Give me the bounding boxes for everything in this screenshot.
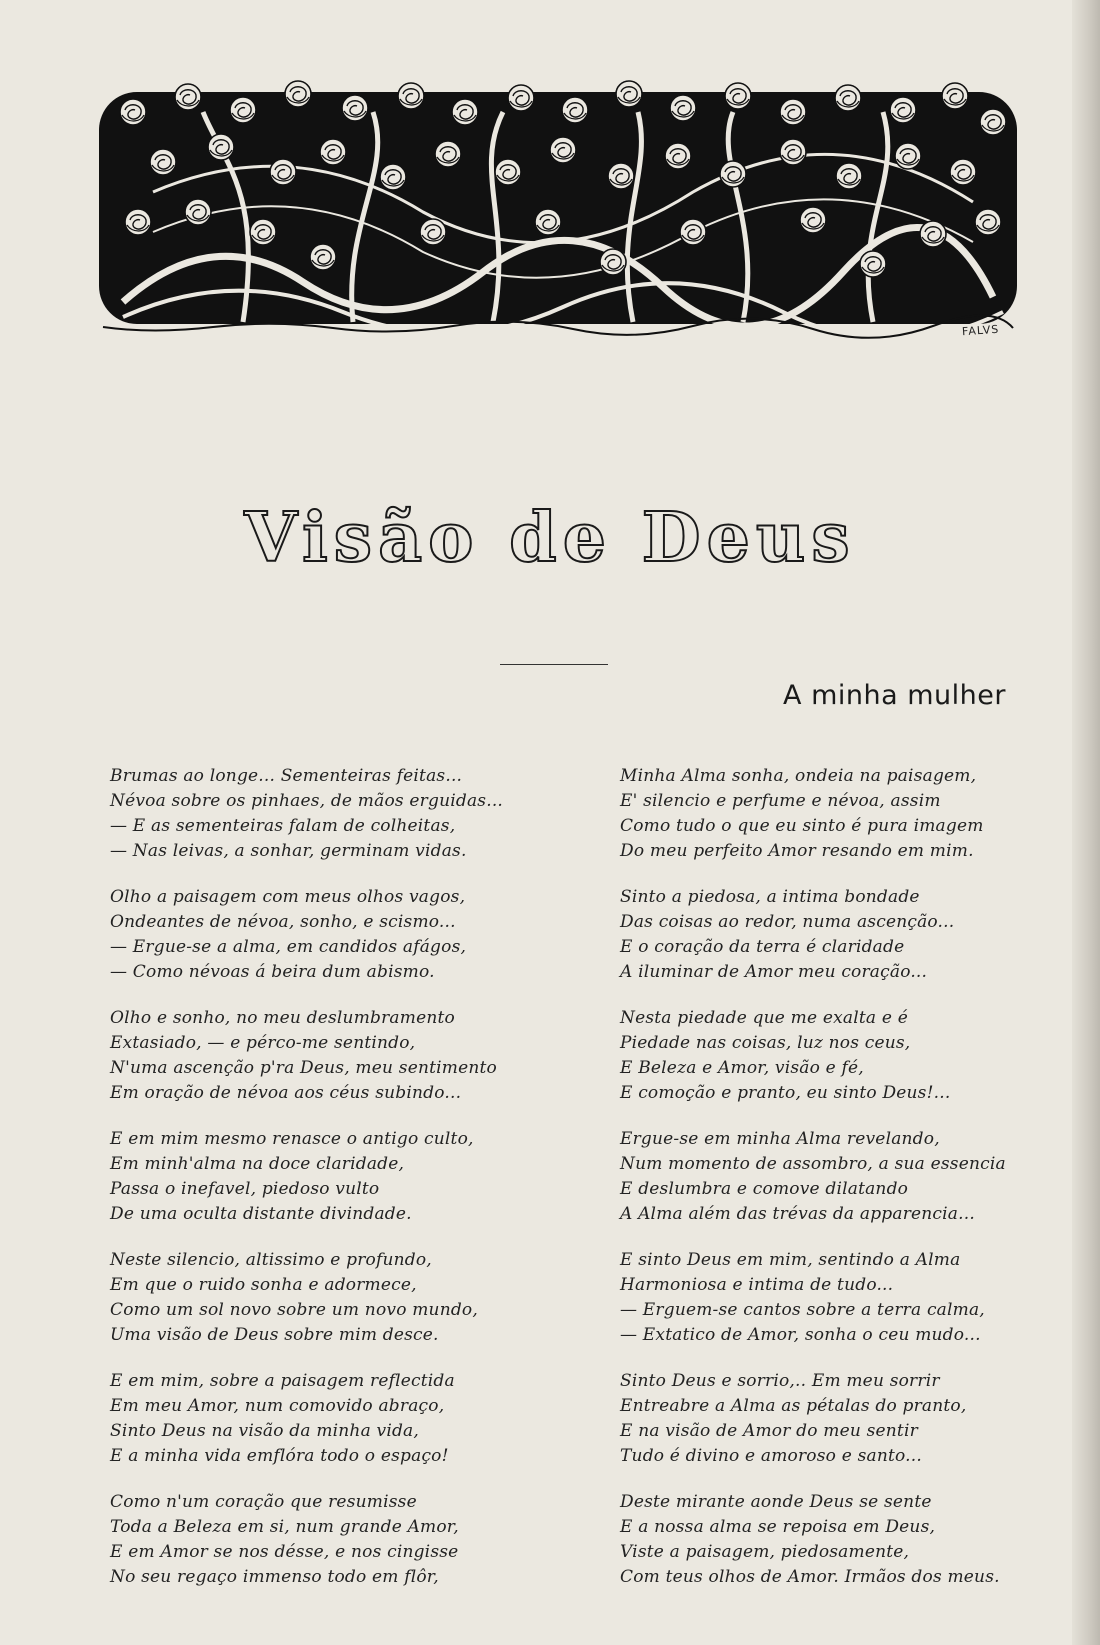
stanza <box>110 1369 550 1469</box>
stanza <box>620 1369 1060 1469</box>
verse-line: No seu regaço immenso todo em flôr, <box>110 1567 439 1587</box>
verse-line: Passa o inefavel, piedoso vulto <box>110 1179 380 1199</box>
rose-ornament-header <box>93 72 1023 342</box>
verse-line: Como n'um coração que resumisse <box>110 1492 417 1512</box>
verse-line: Deste mirante aonde Deus se sente <box>620 1492 932 1512</box>
verse-line: E em mim mesmo renasce o antigo culto, <box>110 1129 474 1149</box>
verse-line: E a nossa alma se repoisa em Deus, <box>620 1517 936 1537</box>
verse-line: E a minha vida emflóra todo o espaço! <box>110 1446 449 1466</box>
page-edge <box>1072 0 1100 1645</box>
verse-line: Sinto Deus e sorrio,.. Em meu sorrir <box>620 1371 940 1391</box>
left-column <box>110 764 550 1611</box>
verse-line: Névoa sobre os pinhaes, de mãos erguidas... <box>110 791 504 811</box>
verse-line: De uma oculta distante divindade. <box>110 1204 412 1224</box>
verse-line: Olho e sonho, no meu deslumbramento <box>110 1008 455 1028</box>
verse-line: Neste silencio, altissimo e profundo, <box>110 1250 432 1270</box>
verse-line: Em minh'alma na doce claridade, <box>110 1154 405 1174</box>
verse-line: Olho a paisagem com meus olhos vagos, <box>110 887 466 907</box>
verse-line: Das coisas ao redor, numa ascenção... <box>620 912 955 932</box>
verse-line: E na visão de Amor do meu sentir <box>620 1421 918 1441</box>
stanza <box>620 1006 1060 1106</box>
verse-line: Em meu Amor, num comovido abraço, <box>110 1396 445 1416</box>
stanza <box>110 885 550 985</box>
verse-line: Como um sol novo sobre um novo mundo, <box>110 1300 478 1320</box>
stanza <box>620 764 1060 864</box>
dedication: A minha mulher <box>783 680 1006 711</box>
verse-line: A iluminar de Amor meu coração... <box>620 962 928 982</box>
verse-line: Minha Alma sonha, ondeia na paisagem, <box>620 766 977 786</box>
verse-line: Como tudo o que eu sinto é pura imagem <box>620 816 984 836</box>
verse-line: E Beleza e Amor, visão e fé, <box>620 1058 864 1078</box>
right-column <box>620 764 1060 1611</box>
verse-line: — Nas leivas, a sonhar, germinam vidas. <box>110 841 467 861</box>
verse-line: Entreabre a Alma as pétalas do pranto, <box>620 1396 967 1416</box>
verse-line: Viste a paisagem, piedosamente, <box>620 1542 910 1562</box>
verse-line: Em que o ruido sonha e adormece, <box>110 1275 417 1295</box>
verse-line: — Extatico de Amor, sonha o ceu mudo... <box>620 1325 981 1345</box>
verse-line: E sinto Deus em mim, sentindo a Alma <box>620 1250 961 1270</box>
stanza <box>110 764 550 864</box>
verse-line: E deslumbra e comove dilatando <box>620 1179 909 1199</box>
verse-line: Com teus olhos de Amor. Irmãos dos meus. <box>620 1567 1000 1587</box>
stanza <box>110 1006 550 1106</box>
verse-line: — Erguem-se cantos sobre a terra calma, <box>620 1300 985 1320</box>
stanza <box>110 1490 550 1590</box>
verse-line: E em Amor se nos désse, e nos cingisse <box>110 1542 459 1562</box>
verse-line: N'uma ascenção p'ra Deus, meu sentimento <box>110 1058 497 1078</box>
verse-line: Brumas ao longe... Sementeiras feitas... <box>110 766 463 786</box>
title-divider <box>500 664 608 665</box>
stanza <box>110 1248 550 1348</box>
verse-line: — E as sementeiras falam de colheitas, <box>110 816 456 836</box>
verse-line: Harmoniosa e intima de tudo... <box>620 1275 894 1295</box>
verse-line: Uma visão de Deus sobre mim desce. <box>110 1325 439 1345</box>
stanza <box>620 1127 1060 1227</box>
verse-line: E comoção e pranto, eu sinto Deus!... <box>620 1083 951 1103</box>
verse-line: Ergue-se em minha Alma revelando, <box>620 1129 940 1149</box>
verse-line: Do meu perfeito Amor resando em mim. <box>620 841 974 861</box>
verse-line: Toda a Beleza em si, num grande Amor, <box>110 1517 459 1537</box>
verse-line: Tudo é divino e amoroso e santo... <box>620 1446 922 1466</box>
stanza <box>110 1127 550 1227</box>
verse-line: E em mim, sobre a paisagem reflectida <box>110 1371 455 1391</box>
verse-line: Nesta piedade que me exalta e é <box>620 1008 908 1028</box>
stanza <box>620 885 1060 985</box>
verse-line: — Como névoas á beira dum abismo. <box>110 962 435 982</box>
verse-line: Sinto Deus na visão da minha vida, <box>110 1421 419 1441</box>
verse-line: A Alma além das trévas da apparencia... <box>620 1204 975 1224</box>
verse-line: — Ergue-se a alma, em candidos afágos, <box>110 937 467 957</box>
stanza <box>620 1248 1060 1348</box>
verse-line: Num momento de assombro, a sua essencia <box>620 1154 1006 1174</box>
verse-line: Ondeantes de névoa, sonho, e scismo... <box>110 912 456 932</box>
artist-signature: FALVS <box>961 322 1000 339</box>
stanza <box>620 1490 1060 1590</box>
verse-line: E o coração da terra é claridade <box>620 937 905 957</box>
verse-line: Piedade nas coisas, luz nos ceus, <box>620 1033 911 1053</box>
verse-line: E' silencio e perfume e névoa, assim <box>620 791 941 811</box>
verse-line: Extasiado, — e pérco-me sentindo, <box>110 1033 416 1053</box>
verse-line: Em oração de névoa aos céus subindo... <box>110 1083 462 1103</box>
poem-title: Visão de Deus <box>244 498 856 578</box>
verse-line: Sinto a piedosa, a intima bondade <box>620 887 920 907</box>
